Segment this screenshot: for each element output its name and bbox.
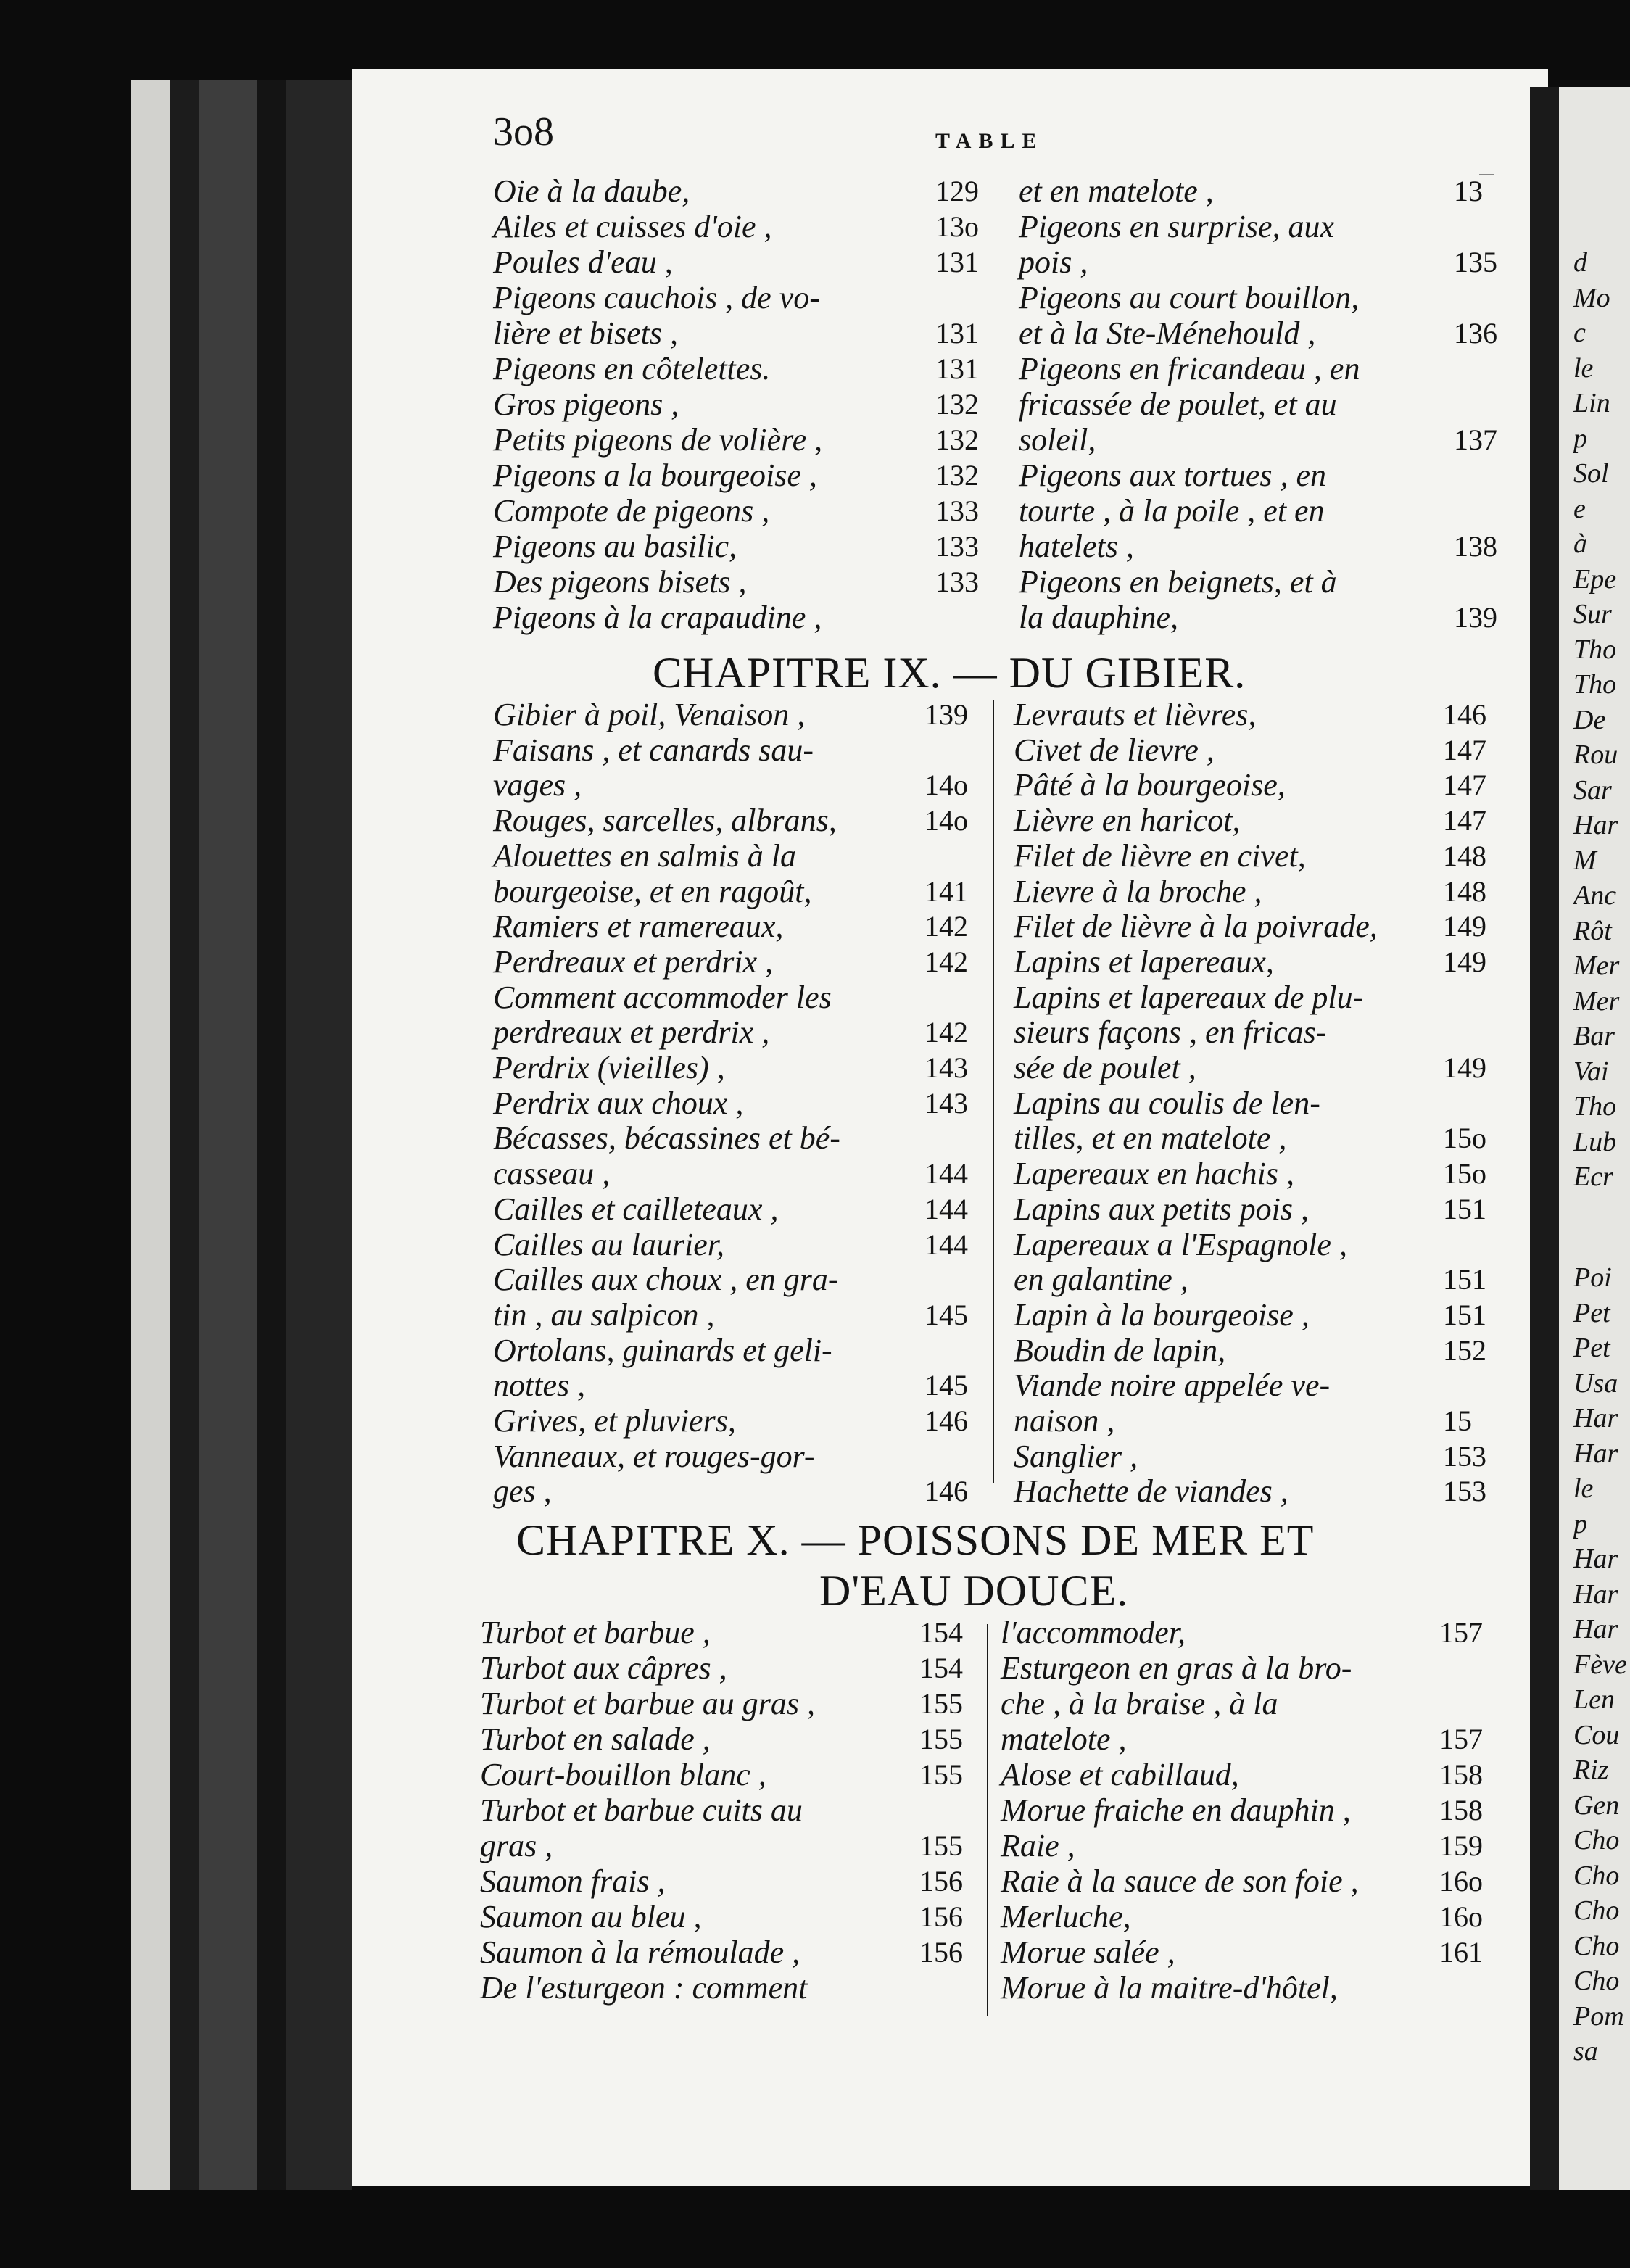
next-page-fragment: Cho <box>1573 1825 1620 1855</box>
index-entry-page: 13o <box>935 210 979 243</box>
next-page-fragment: sa <box>1573 2036 1598 2066</box>
index-entry-page: 129 <box>935 175 979 207</box>
next-page-fragment: p <box>1573 423 1587 454</box>
index-entry-page: 153 <box>1443 1439 1486 1473</box>
index-entry-text: Cailles au laurier, <box>493 1226 725 1262</box>
next-page-fragment: Tho <box>1573 634 1617 665</box>
index-entry-page: 145 <box>924 1369 968 1402</box>
index-entry-text: bourgeoise, et en ragoût, <box>493 873 812 909</box>
index-entry-page: 158 <box>1439 1794 1483 1826</box>
next-page-fragment: Har <box>1573 1578 1618 1610</box>
index-entry-text: Turbot et barbue au gras , <box>480 1686 816 1721</box>
index-entry-page: 155 <box>919 1829 963 1862</box>
index-entry-page: 151 <box>1443 1192 1486 1225</box>
index-entry-page: 15o <box>1443 1157 1486 1191</box>
index-entry-text: Esturgeon en gras à la bro- <box>1001 1650 1352 1686</box>
index-entry-text: Cailles aux choux , en gra- <box>493 1262 839 1298</box>
next-page-fragment: Har <box>1573 1403 1618 1433</box>
index-entry-text: Saumon à la rémoulade , <box>480 1934 800 1970</box>
index-entry-text: Morue à la maitre-d'hôtel, <box>1001 1970 1338 2006</box>
next-page-fragment: Cho <box>1573 1966 1620 1996</box>
index-entry-text: Gibier à poil, Venaison , <box>493 697 806 732</box>
index-entry-page: 16o <box>1439 1865 1483 1897</box>
index-entry-text: Ramiers et ramereaux, <box>493 909 784 945</box>
next-page-fragment: Anc <box>1573 880 1617 911</box>
next-page-fragment: le <box>1573 352 1594 384</box>
index-entry-text: Hachette de viandes , <box>1014 1473 1288 1510</box>
index-entry-page: 142 <box>924 1016 968 1049</box>
next-page-fragment: à <box>1573 529 1587 559</box>
index-entry-text: casseau , <box>493 1156 611 1192</box>
index-entry-text: Oie à la daube, <box>493 173 690 209</box>
index-entry-text: tourte , à la poile , et en <box>1019 493 1325 529</box>
index-entry-page: 133 <box>935 494 979 527</box>
index-entry-text: Turbot et barbue , <box>480 1615 711 1650</box>
index-entry-text: matelote , <box>1001 1721 1127 1757</box>
index-entry-text: fricassée de poulet, et au <box>1019 386 1337 422</box>
index-entry-text: Lapins et lapereaux de plu- <box>1014 979 1364 1015</box>
index-entry-text: ges , <box>493 1473 552 1510</box>
index-entry-page: 151 <box>1443 1298 1486 1331</box>
index-entry-text: che , à la braise , à la <box>1001 1686 1278 1721</box>
index-entry-page: 155 <box>919 1687 963 1720</box>
index-entry-text: la dauphine, <box>1019 600 1178 635</box>
index-entry-page: 133 <box>935 566 979 598</box>
next-page-fragment: Ecr <box>1573 1162 1613 1192</box>
index-entry-page: 151 <box>1443 1263 1486 1296</box>
next-page-fragment: c <box>1573 318 1586 348</box>
index-entry-page: 15o <box>1443 1122 1486 1155</box>
next-page-fragment: Sar <box>1573 774 1612 806</box>
index-entry-text: Saumon frais , <box>480 1863 666 1899</box>
index-entry-text: sieurs façons , en fricas- <box>1014 1014 1327 1051</box>
index-entry-text: Viande noire appelée ve- <box>1014 1367 1331 1404</box>
next-page-fragment: Fève <box>1573 1649 1627 1680</box>
next-page-fragment: Pet <box>1573 1333 1610 1363</box>
index-entry-text: en galantine , <box>1014 1262 1188 1298</box>
index-entry-page: 153 <box>1443 1475 1486 1508</box>
index-entry-page: 142 <box>924 910 968 943</box>
next-page-fragment: Gen <box>1573 1789 1620 1821</box>
index-entry-text: nottes , <box>493 1367 586 1404</box>
index-entry-page: 148 <box>1443 874 1486 908</box>
index-entry-text: Rouges, sarcelles, albrans, <box>493 803 837 839</box>
index-entry-text: tilles, et en matelote , <box>1014 1120 1287 1156</box>
index-entry-text: et en matelote , <box>1019 173 1214 209</box>
index-entry-page: 16o <box>1439 1900 1483 1933</box>
index-entry-text: Petits pigeons de volière , <box>493 422 823 458</box>
index-entry-text: Levrauts et lièvres, <box>1014 697 1257 732</box>
index-entry-page: 137 <box>1454 423 1497 456</box>
index-entry-text: soleil, <box>1019 422 1096 458</box>
index-entry-text: Cailles et cailleteaux , <box>493 1191 779 1227</box>
index-entry-text: Pigeons au basilic, <box>493 529 737 564</box>
index-entry-text: Filet de lièvre à la poivrade, <box>1014 909 1378 945</box>
index-entry-text: Comment accommoder les <box>493 979 832 1015</box>
index-entry-page: 154 <box>919 1652 963 1684</box>
index-entry-page: 157 <box>1439 1723 1483 1755</box>
next-page-fragment: Har <box>1573 1544 1618 1574</box>
index-entry-page: 147 <box>1443 804 1486 837</box>
index-entry-text: Pigeons en surprise, aux <box>1019 209 1335 244</box>
column-rule <box>993 700 996 1483</box>
next-page-fragment: Bar <box>1573 1021 1615 1051</box>
index-entry-text: Faisans , et canards sau- <box>493 732 814 768</box>
index-entry-text: Merluche, <box>1001 1899 1131 1934</box>
index-entry-text: Compote de pigeons , <box>493 493 770 529</box>
index-entry-page: 146 <box>924 1475 968 1508</box>
index-entry-text: Raie à la sauce de son foie , <box>1001 1863 1359 1899</box>
index-entry-page: 147 <box>1443 769 1486 802</box>
index-entry-page: 146 <box>1443 698 1486 731</box>
index-entry-text: Turbot aux câpres , <box>480 1650 727 1686</box>
index-entry-text: Ortolans, guinards et geli- <box>493 1332 832 1368</box>
index-entry-page: 145 <box>924 1298 968 1331</box>
index-entry-text: Pigeons aux tortues , en <box>1019 458 1327 493</box>
next-page-fragment: Rôt <box>1573 915 1612 946</box>
index-entry-page: 14o <box>924 769 968 802</box>
index-entry-page: 152 <box>1443 1333 1486 1367</box>
index-entry-text: Pigeons au court bouillon, <box>1019 280 1360 315</box>
index-entry-text: Bécasses, bécassines et bé- <box>493 1120 840 1156</box>
next-page-fragment: le <box>1573 1473 1594 1504</box>
index-entry-page: 154 <box>919 1616 963 1649</box>
next-page-fragment: Vai <box>1573 1056 1609 1087</box>
next-page-fragment: Usa <box>1573 1367 1618 1399</box>
index-entry-page: 143 <box>924 1051 968 1084</box>
index-entry-text: Lapins aux petits pois , <box>1014 1191 1310 1227</box>
index-entry-text: Ailes et cuisses d'oie , <box>493 209 772 244</box>
chapter-heading-x-line1: CHAPITRE X. — POISSONS DE MER ET <box>516 1516 1315 1564</box>
next-page-fragment: Mo <box>1573 282 1610 313</box>
next-page-fragment: Sol <box>1573 458 1609 489</box>
next-page-fragment: Har <box>1573 1614 1618 1644</box>
index-entry-text: Lapereaux a l'Espagnole , <box>1014 1226 1347 1262</box>
index-entry-text: Court-bouillon blanc , <box>480 1757 766 1792</box>
index-entry-text: et à la Ste-Ménehould , <box>1019 315 1316 351</box>
index-entry-page: 147 <box>1443 733 1486 766</box>
index-entry-text: vages , <box>493 767 582 803</box>
index-entry-page: 156 <box>919 1865 963 1897</box>
index-entry-text: gras , <box>480 1828 553 1863</box>
index-entry-page: 13 <box>1454 175 1483 207</box>
index-entry-page: 133 <box>935 530 979 563</box>
page-number: 3o8 <box>493 109 554 154</box>
index-entry-text: Pigeons a la bourgeoise , <box>493 458 817 493</box>
index-entry-page: 131 <box>935 317 979 349</box>
next-page-fragment: Lub <box>1573 1126 1617 1157</box>
index-entry-text: l'accommoder, <box>1001 1615 1186 1650</box>
index-entry-text: Morue salée , <box>1001 1934 1175 1970</box>
next-page-fragment: Pet <box>1573 1297 1610 1328</box>
index-entry-text: Poules d'eau , <box>493 244 673 280</box>
index-entry-text: De l'esturgeon : comment <box>480 1970 808 2006</box>
book-edge-light <box>131 80 170 2190</box>
index-entry-text: Filet de lièvre en civet, <box>1014 837 1306 874</box>
chapter-heading-x-line2: D'EAU DOUCE. <box>819 1567 1129 1615</box>
index-entry-text: Sanglier , <box>1014 1438 1138 1474</box>
index-entry-text: tin , au salpicon , <box>493 1296 715 1333</box>
book-spine-shadow <box>257 80 286 2190</box>
index-entry-page: 15 <box>1443 1404 1472 1437</box>
index-entry-text: sée de poulet , <box>1014 1050 1196 1085</box>
index-entry-text: Lapins et lapereaux, <box>1014 943 1274 980</box>
index-entry-text: Grives, et pluviers, <box>493 1403 736 1439</box>
index-entry-page: 139 <box>924 698 968 731</box>
index-entry-page: 138 <box>1454 530 1497 563</box>
index-entry-page: 144 <box>924 1228 968 1261</box>
index-entry-text: Pigeons à la crapaudine , <box>493 600 822 635</box>
column-rule <box>1004 187 1006 644</box>
index-entry-text: Lapereaux en hachis , <box>1014 1156 1294 1192</box>
index-entry-text: Des pigeons bisets , <box>493 564 747 600</box>
index-entry-text: Perdrix aux choux , <box>493 1085 744 1121</box>
index-entry-page: 131 <box>935 246 979 278</box>
next-page-fragment: Lin <box>1573 388 1610 418</box>
index-entry-page: 135 <box>1454 246 1497 278</box>
next-page-fragment: Poi <box>1573 1262 1612 1293</box>
next-page-fragment: Tho <box>1573 669 1617 700</box>
index-entry-page: 14o <box>924 804 968 837</box>
index-entry-text: Alouettes en salmis à la <box>493 837 796 874</box>
index-entry-page: 159 <box>1439 1829 1483 1862</box>
index-entry-text: Pâté à la bourgeoise, <box>1014 767 1286 803</box>
index-entry-text: hatelets , <box>1019 529 1134 564</box>
index-entry-text: pois , <box>1019 244 1088 280</box>
index-entry-text: Lièvre en haricot, <box>1014 803 1241 839</box>
next-page-fragment: M <box>1573 845 1597 876</box>
index-entry-page: 155 <box>919 1758 963 1791</box>
index-entry-page: 149 <box>1443 910 1486 943</box>
index-entry-page: 132 <box>935 388 979 421</box>
next-page-fragment: Len <box>1573 1684 1615 1715</box>
next-page-fragment: Cho <box>1573 1895 1620 1926</box>
next-page-fragment: e <box>1573 493 1586 524</box>
chapter-heading-ix: CHAPITRE IX. — DU GIBIER. <box>653 649 1246 697</box>
book-gutter <box>286 80 352 2190</box>
index-entry-text: Vanneaux, et rouges-gor- <box>493 1438 815 1474</box>
index-entry-page: 142 <box>924 945 968 978</box>
next-page-fragment: d <box>1573 247 1587 278</box>
index-entry-text: Perdrix (vieilles) , <box>493 1050 725 1085</box>
next-page-fragment: Har <box>1573 810 1618 840</box>
index-entry-text: Boudin de lapin, <box>1014 1332 1226 1368</box>
index-entry-text: Alose et cabillaud, <box>1001 1757 1239 1792</box>
index-entry-text: perdreaux et perdrix , <box>493 1014 770 1051</box>
index-entry-page: 155 <box>919 1723 963 1755</box>
index-entry-text: Saumon au bleu , <box>480 1899 702 1934</box>
index-entry-page: 144 <box>924 1157 968 1191</box>
next-page-fragment: Tho <box>1573 1091 1617 1122</box>
running-header: TABLE <box>935 129 1044 153</box>
next-page-fragment: Riz <box>1573 1755 1609 1785</box>
index-entry-page: 136 <box>1454 317 1497 349</box>
index-entry-page: 139 <box>1454 601 1497 634</box>
index-entry-page: 146 <box>924 1404 968 1437</box>
next-page-fragment: p <box>1573 1508 1587 1539</box>
next-page-fragment: Mer <box>1573 951 1620 981</box>
index-entry-page: 156 <box>919 1936 963 1969</box>
index-entry-page: 149 <box>1443 945 1486 978</box>
next-page-fragment: Cho <box>1573 1860 1620 1891</box>
next-page-fragment: De <box>1573 704 1606 735</box>
next-page-fragment: Har <box>1573 1438 1618 1469</box>
index-entry-text: Lapins au coulis de len- <box>1014 1085 1320 1121</box>
next-page-fragment: Cou <box>1573 1719 1620 1750</box>
next-page-fragment: Rou <box>1573 740 1618 770</box>
index-entry-page: 144 <box>924 1192 968 1225</box>
index-entry-text: Civet de lievre , <box>1014 732 1215 768</box>
index-entry-page: 132 <box>935 423 979 456</box>
index-entry-text: Lievre à la broche , <box>1014 873 1262 909</box>
index-entry-text: Turbot et barbue cuits au <box>480 1792 803 1828</box>
next-page-fragment: Sur <box>1573 599 1612 629</box>
index-entry-page: 132 <box>935 459 979 492</box>
index-entry-text: Pigeons en côtelettes. <box>493 351 771 386</box>
index-entry-text: Pigeons en fricandeau , en <box>1019 351 1360 386</box>
index-entry-page: 156 <box>919 1900 963 1933</box>
index-entry-page: 143 <box>924 1086 968 1119</box>
index-entry-page: 161 <box>1439 1936 1483 1969</box>
index-entry-text: Perdreaux et perdrix , <box>493 943 774 980</box>
column-rule <box>985 1624 988 2016</box>
index-entry-text: lière et bisets , <box>493 315 678 351</box>
index-entry-text: Pigeons en beignets, et à <box>1019 564 1337 600</box>
next-page-fragment: Mer <box>1573 985 1620 1017</box>
index-entry-text: naison , <box>1014 1403 1115 1439</box>
index-entry-text: Gros pigeons , <box>493 386 679 422</box>
index-entry-text: Raie , <box>1001 1828 1075 1863</box>
index-entry-page: 141 <box>924 874 968 908</box>
index-entry-text: Morue fraiche en dauphin , <box>1001 1792 1351 1828</box>
index-entry-page: 148 <box>1443 839 1486 872</box>
book-spine <box>199 80 257 2190</box>
index-entry-page: 158 <box>1439 1758 1483 1791</box>
next-page-fragment: Cho <box>1573 1930 1620 1961</box>
page-fold <box>1530 87 1559 2190</box>
next-page-fragment: Pom <box>1573 2000 1624 2032</box>
index-entry-text: Lapin à la bourgeoise , <box>1014 1296 1310 1333</box>
index-entry-page: 149 <box>1443 1051 1486 1084</box>
index-entry-text: Pigeons cauchois , de vo- <box>493 280 820 315</box>
index-entry-page: 131 <box>935 352 979 385</box>
next-page-fragment: Epe <box>1573 563 1617 595</box>
index-entry-text: Turbot en salade , <box>480 1721 711 1757</box>
index-entry-page: 157 <box>1439 1616 1483 1649</box>
book-edge-dark <box>170 80 199 2190</box>
